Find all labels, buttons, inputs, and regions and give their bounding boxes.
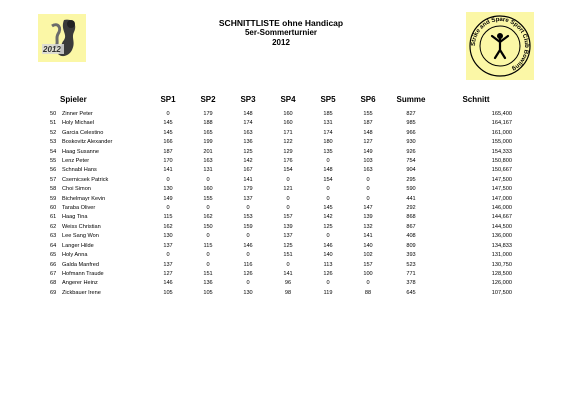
score-sp6: 127 [363, 139, 373, 146]
score-sp5: 145 [323, 205, 333, 212]
score-sp5: 0 [326, 186, 330, 193]
score-sp3: 142 [243, 158, 253, 165]
score-schnitt: 134,833 [491, 242, 512, 249]
column-header-sp3: SP3 [240, 94, 256, 104]
score-sp6: 187 [363, 120, 373, 127]
score-sp2: 0 [206, 205, 210, 212]
score-sp2: 165 [203, 129, 213, 136]
score-sp1: 115 [163, 214, 173, 221]
score-sp4: 139 [283, 223, 293, 230]
table-row [48, 213, 518, 222]
score-schnitt: 128,500 [491, 270, 512, 277]
score-schnitt: 147,500 [491, 176, 512, 183]
score-sp5: 0 [326, 233, 330, 240]
score-sp6: 139 [363, 214, 373, 221]
score-schnitt: 146,000 [491, 205, 512, 212]
row-number: 56 [50, 167, 57, 174]
score-sp2: 131 [203, 167, 213, 174]
score-sp5: 146 [323, 242, 333, 249]
page-year: 2012 [272, 38, 290, 47]
score-sp2: 162 [203, 214, 213, 221]
column-header-sp4: SP4 [280, 94, 296, 104]
score-schnitt: 155,000 [491, 139, 512, 146]
score-sp1: 145 [163, 120, 173, 127]
score-sp3: 0 [246, 205, 250, 212]
score-sp6: 147 [363, 205, 373, 212]
player-name: Lee Sang Won [62, 233, 99, 240]
score-sp4: 160 [283, 120, 293, 127]
page-subtitle: 5er-Sommerturnier [244, 28, 318, 37]
score-sp4: 0 [286, 261, 290, 268]
column-header-spieler: Spieler [60, 94, 87, 104]
score-schnitt: 150,667 [491, 167, 512, 174]
player-name: Schnabl Hans [62, 167, 97, 174]
table-row [48, 204, 518, 213]
score-summe: 645 [406, 289, 416, 296]
player-name: Choi Simon [62, 186, 91, 193]
score-sp3: 159 [243, 223, 253, 230]
player-name: Lenz Peter [62, 158, 90, 165]
score-sp2: 151 [203, 270, 213, 277]
score-schnitt: 147,500 [491, 186, 512, 193]
score-summe: 378 [406, 280, 416, 287]
column-header-schnitt: Schnitt [462, 94, 490, 104]
table-row [48, 148, 518, 157]
score-sp3: 167 [243, 167, 253, 174]
score-summe: 868 [406, 214, 416, 221]
score-sp6: 0 [366, 280, 370, 287]
score-sp6: 88 [364, 289, 372, 296]
row-number: 67 [50, 270, 57, 277]
score-sp6: 157 [363, 261, 373, 268]
score-sp2: 163 [203, 158, 213, 165]
score-schnitt: 154,333 [491, 148, 512, 155]
column-header-sp1: SP1 [160, 94, 176, 104]
score-sp1: 0 [166, 176, 170, 183]
score-sp1: 137 [163, 261, 173, 268]
score-sp4: 160 [283, 111, 293, 117]
score-sp2: 0 [206, 261, 210, 268]
score-sp1: 145 [163, 129, 173, 136]
player-name: Taraba Oliver [62, 205, 96, 212]
score-sp3: 0 [246, 280, 250, 287]
score-sp3: 130 [243, 289, 253, 296]
score-sp1: 0 [166, 111, 170, 117]
score-sp5: 0 [326, 280, 330, 287]
score-sp3: 141 [243, 176, 253, 183]
score-sp6: 0 [366, 176, 370, 183]
score-summe: 930 [406, 139, 416, 146]
row-number: 50 [50, 111, 57, 117]
score-sp1: 166 [163, 139, 173, 146]
player-name: Csernicsek Patrick [62, 176, 109, 183]
score-sp6: 140 [363, 242, 373, 249]
score-sp6: 148 [363, 129, 373, 136]
row-number: 52 [50, 129, 57, 136]
bowling-player-icon [38, 14, 86, 62]
row-number: 53 [50, 139, 57, 146]
score-summe: 292 [406, 205, 416, 212]
score-sp1: 146 [163, 280, 173, 287]
score-schnitt: 165,400 [491, 111, 512, 117]
score-sp4: 176 [283, 158, 293, 165]
score-summe: 904 [406, 167, 416, 174]
score-sp3: 179 [243, 186, 253, 193]
score-summe: 926 [406, 148, 416, 155]
player-name: Hofmann Traude [62, 270, 104, 277]
score-sp6: 0 [366, 186, 370, 193]
table-row [48, 270, 518, 279]
score-summe: 523 [406, 261, 416, 268]
score-sp5: 142 [323, 214, 333, 221]
score-sp4: 154 [283, 167, 293, 174]
player-name: Haag Tina [62, 214, 88, 221]
row-number: 68 [50, 280, 57, 287]
score-sp2: 179 [203, 111, 213, 117]
score-sp1: 170 [163, 158, 173, 165]
score-sp3: 125 [243, 148, 253, 155]
row-number: 66 [50, 261, 57, 268]
row-number: 61 [50, 214, 57, 221]
score-sp5: 135 [323, 148, 333, 155]
score-sp4: 96 [284, 280, 292, 287]
score-schnitt: 144,667 [491, 214, 512, 221]
score-summe: 408 [406, 233, 416, 240]
score-table-body [48, 110, 518, 298]
score-sp4: 141 [283, 270, 293, 277]
score-summe: 754 [406, 158, 416, 165]
score-table [48, 92, 518, 298]
score-sp4: 98 [284, 289, 292, 296]
row-number: 62 [50, 223, 57, 230]
score-schnitt: 131,000 [491, 252, 512, 259]
score-summe: 867 [406, 223, 416, 230]
table-row [48, 251, 518, 260]
player-name: Garcia Celestino [62, 129, 104, 136]
score-sp5: 125 [323, 223, 333, 230]
score-sp3: 137 [243, 195, 253, 202]
row-number: 63 [50, 233, 57, 240]
score-sp6: 155 [363, 111, 373, 117]
score-sp2: 115 [203, 242, 213, 249]
logo-right-text: Strike and Spare Sport Club Bowling [470, 16, 530, 72]
score-sp4: 137 [283, 233, 293, 240]
score-sp1: 137 [163, 242, 173, 249]
score-sp1: 130 [163, 233, 173, 240]
row-number: 55 [50, 158, 57, 165]
score-sp4: 171 [283, 129, 293, 136]
player-name: Angerer Heinz [62, 280, 98, 287]
table-row [48, 176, 518, 185]
table-row [48, 232, 518, 241]
score-summe: 441 [406, 195, 416, 202]
score-sp3: 116 [243, 261, 253, 268]
score-sp2: 155 [203, 195, 213, 202]
score-sp5: 131 [323, 120, 333, 127]
score-sp4: 0 [286, 176, 290, 183]
score-sp2: 188 [203, 120, 213, 127]
row-number: 57 [50, 176, 57, 183]
player-name: Weiss Christian [62, 223, 101, 230]
table-row [48, 242, 518, 251]
score-sp2: 136 [203, 280, 213, 287]
score-sp4: 122 [283, 139, 293, 146]
score-schnitt: 130,750 [491, 261, 512, 268]
score-sp2: 150 [203, 223, 213, 230]
club-logo-right [466, 12, 534, 80]
row-number: 60 [50, 205, 57, 212]
score-sp6: 100 [363, 270, 373, 277]
score-sp1: 130 [163, 186, 173, 193]
score-sp4: 129 [283, 148, 293, 155]
column-header-sp2: SP2 [200, 94, 216, 104]
score-sp5: 148 [323, 167, 333, 174]
player-name: Holy Anna [62, 252, 88, 259]
player-name: Bichelmayr Kevin [62, 195, 106, 202]
score-sp3: 153 [243, 214, 253, 221]
player-name: Langer Hilde [62, 242, 94, 249]
table-row [48, 166, 518, 175]
score-sp5: 119 [323, 289, 333, 296]
score-sp3: 148 [243, 111, 253, 117]
score-sp1: 0 [166, 252, 170, 259]
score-sp2: 0 [206, 176, 210, 183]
score-sp3: 163 [243, 129, 253, 136]
score-sp2: 160 [203, 186, 213, 193]
score-summe: 590 [406, 186, 416, 193]
row-number: 69 [50, 289, 57, 296]
score-summe: 771 [406, 270, 416, 277]
table-row [48, 289, 518, 298]
column-header-sp6: SP6 [360, 94, 376, 104]
score-sp5: 126 [323, 270, 333, 277]
row-number: 64 [50, 242, 57, 249]
score-sp6: 163 [363, 167, 373, 174]
row-number: 59 [50, 195, 57, 202]
score-sp2: 105 [203, 289, 213, 296]
score-sp6: 132 [363, 223, 373, 230]
score-sp4: 0 [286, 205, 290, 212]
score-schnitt: 144,500 [491, 223, 512, 230]
score-schnitt: 150,800 [491, 158, 512, 165]
strike-and-spare-icon [466, 12, 534, 80]
score-sp5: 0 [326, 158, 330, 165]
player-name: Boskovitz Alexander [62, 139, 113, 146]
score-summe: 966 [406, 129, 416, 136]
score-sp6: 0 [366, 195, 370, 202]
score-sp6: 102 [363, 252, 373, 259]
row-number: 51 [50, 120, 57, 127]
score-sp1: 127 [163, 270, 173, 277]
score-sp1: 149 [163, 195, 173, 202]
score-sp5: 140 [323, 252, 333, 259]
score-sp5: 0 [326, 195, 330, 202]
page-heading [170, 18, 392, 48]
score-sp1: 105 [163, 289, 173, 296]
score-sp5: 174 [323, 129, 333, 136]
score-schnitt: 126,000 [491, 280, 512, 287]
table-row [48, 261, 518, 270]
club-logo-left [38, 14, 86, 62]
table-row [48, 157, 518, 166]
player-name: Galda Manfred [62, 261, 100, 268]
score-sp1: 141 [163, 167, 173, 174]
score-sp3: 0 [246, 252, 250, 259]
table-row [48, 110, 518, 119]
score-sp1: 187 [163, 148, 173, 155]
score-sp2: 199 [203, 139, 213, 146]
score-sp5: 185 [323, 111, 333, 117]
score-sp4: 121 [283, 186, 293, 193]
score-sp2: 0 [206, 233, 210, 240]
score-schnitt: 136,000 [491, 233, 512, 240]
row-number: 58 [50, 186, 57, 193]
score-sp6: 141 [363, 233, 373, 240]
score-sp1: 0 [166, 205, 170, 212]
score-summe: 827 [406, 111, 416, 117]
score-summe: 809 [406, 242, 416, 249]
score-sp3: 0 [246, 233, 250, 240]
score-sp5: 113 [323, 261, 333, 268]
column-header-summe: Summe [396, 94, 426, 104]
score-summe: 295 [406, 176, 416, 183]
score-schnitt: 147,000 [491, 195, 512, 202]
score-sp4: 0 [286, 195, 290, 202]
score-sp4: 157 [283, 214, 293, 221]
player-name: Zickbauer Irene [62, 289, 101, 296]
score-sp6: 149 [363, 148, 373, 155]
player-name: Zinner Peter [62, 111, 93, 117]
page-title: SCHNITTLISTE ohne Handicap [218, 18, 344, 28]
score-sp4: 151 [283, 252, 293, 259]
score-summe: 393 [406, 252, 416, 259]
row-number: 54 [50, 148, 57, 155]
score-sp6: 103 [363, 158, 373, 165]
score-summe: 985 [406, 120, 416, 127]
row-number: 65 [50, 252, 57, 259]
score-sp1: 162 [163, 223, 173, 230]
table-row [48, 138, 518, 147]
score-schnitt: 164,167 [491, 120, 512, 127]
score-sp3: 136 [243, 139, 253, 146]
score-sp3: 146 [243, 242, 253, 249]
table-row [48, 223, 518, 232]
table-row [48, 185, 518, 194]
table-header-row [48, 92, 518, 110]
table-row [48, 129, 518, 138]
score-schnitt: 107,500 [491, 289, 512, 296]
score-sp3: 174 [243, 120, 253, 127]
score-sp4: 125 [283, 242, 293, 249]
column-header-sp5: SP5 [320, 94, 336, 104]
score-schnitt: 161,000 [491, 129, 512, 136]
logo-left-year: 2012 [43, 45, 61, 54]
score-sp2: 201 [203, 148, 213, 155]
player-name: Holy Michael [62, 120, 95, 127]
score-sp3: 126 [243, 270, 253, 277]
table-row [48, 195, 518, 204]
score-sp2: 0 [206, 252, 210, 259]
table-row [48, 119, 518, 128]
score-sp5: 180 [323, 139, 333, 146]
player-name: Haag Susanne [62, 148, 100, 155]
table-row [48, 279, 518, 288]
score-sp5: 154 [323, 176, 333, 183]
